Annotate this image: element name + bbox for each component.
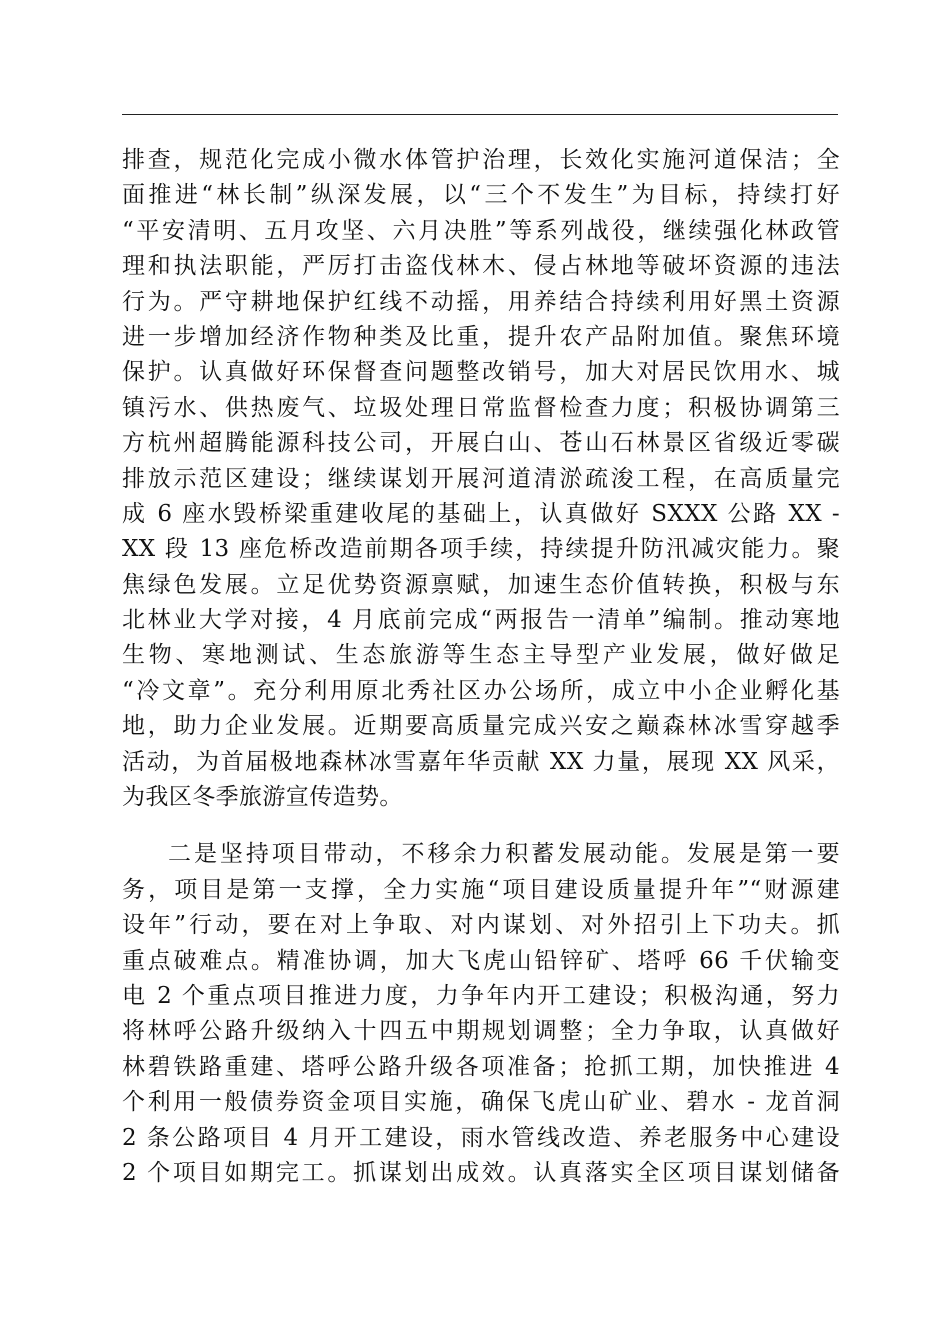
text-line: 理和执法职能，严厉打击盗伐林木、侵占林地等破坏资源的违法 (122, 253, 840, 280)
text-line: “冷文章”。充分利用原北秀社区办公场所，成立中小企业孵化基 (122, 677, 840, 704)
text-line: 排放示范区建设；继续谋划开展河道清淤疏浚工程，在高质量完 (122, 465, 840, 492)
text-line: 活动，为首届极地森林冰雪嘉年华贡献 XX 力量，展现 XX 风采， (122, 748, 840, 775)
text-line: 成 6 座水毁桥梁重建收尾的基础上，认真做好 SXXX 公路 XX - (122, 500, 840, 527)
text-line: 2 个项目如期完工。抓谋划出成效。认真落实全区项目谋划储备 (122, 1159, 840, 1186)
text-line: “平安清明、五月攻坚、六月决胜”等系列战役，继续强化林政管 (122, 217, 840, 244)
text-line: 将林呼公路升级纳入十四五中期规划调整；全力争取，认真做好 (122, 1018, 840, 1045)
text-line: 保护。认真做好环保督查问题整改销号，加大对居民饮用水、城 (122, 359, 840, 386)
paragraph-2 (122, 837, 840, 1191)
text-line: 行为。严守耕地保护红线不动摇，用养结合持续利用好黑土资源 (122, 288, 840, 315)
paragraph-1 (122, 143, 840, 815)
text-line: 北林业大学对接，4 月底前完成“两报告一清单”编制。推动寒地 (122, 607, 840, 634)
text-line: 个利用一般债券资金项目实施，确保飞虎山矿业、碧水 - 龙首洞 (122, 1089, 840, 1116)
header-rule (122, 114, 838, 115)
text-line: 排查，规范化完成小微水体管护治理，长效化实施河道保洁；全 (122, 147, 840, 173)
text-line: 镇污水、供热废气、垃圾处理日常监督检查力度；积极协调第三 (122, 394, 840, 421)
text-line: 地，助力企业发展。近期要高质量完成兴安之巅森林冰雪穿越季 (122, 713, 840, 740)
text-line: 进一步增加经济作物种类及比重，提升农产品附加值。聚焦环境 (122, 323, 840, 350)
text-line: 二是坚持项目带动，不移余力积蓄发展动能。发展是第一要 (168, 841, 840, 868)
text-line: 生物、寒地测试、生态旅游等生态主导型产业发展，做好做足 (122, 642, 840, 669)
text-line: XX 段 13 座危桥改造前期各项手续，持续提升防汛减灾能力。聚 (122, 536, 840, 563)
paragraph-gap (122, 815, 840, 837)
text-line: 重点破难点。精准协调，加大飞虎山铅锌矿、塔呼 66 千伏输变 (122, 947, 840, 974)
text-line: 设年”行动，要在对上争取、对内谋划、对外招引上下功夫。抓 (122, 912, 840, 939)
text-line: 方杭州超腾能源科技公司，开展白山、苍山石林景区省级近零碳 (122, 430, 840, 457)
body-text (122, 143, 840, 1191)
text-line: 务，项目是第一支撑，全力实施“项目建设质量提升年”“财源建 (122, 876, 840, 903)
text-line: 2 条公路项目 4 月开工建设，雨水管线改造、养老服务中心建设 (122, 1124, 840, 1151)
text-line: 面推进“林长制”纵深发展，以“三个不发生”为目标，持续打好 (122, 182, 840, 209)
text-line: 焦绿色发展。立足优势资源禀赋，加速生态价值转换，积极与东 (122, 571, 840, 598)
text-line: 林碧铁路重建、塔呼公路升级各项准备；抢抓工期，加快推进 4 (122, 1053, 840, 1080)
text-line: 电 2 个重点项目推进力度，力争年内开工建设；积极沟通，努力 (122, 982, 840, 1009)
text-line: 为我区冬季旅游宣传造势。 (122, 784, 403, 811)
